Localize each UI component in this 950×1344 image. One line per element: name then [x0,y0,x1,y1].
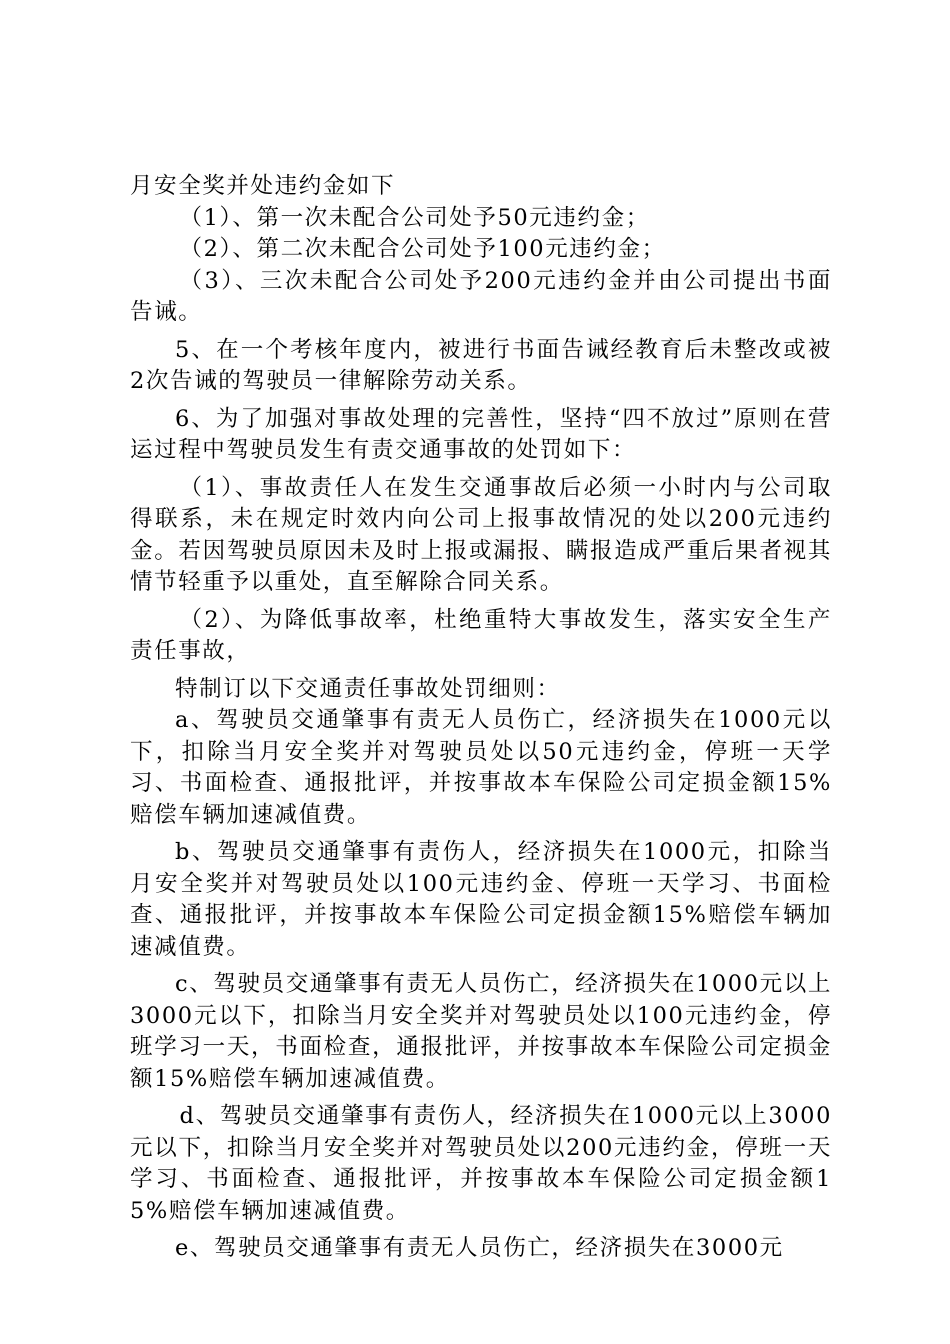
paragraph-rules-intro: 特制订以下交通责任事故处罚细则： [175,675,561,702]
paragraph-rule-d: d、驾驶员交通肇事有责伤人，经济损失在1000元以上3000元以下，扣除当月安全奖并对驾驶员处以200元违约金，停班一天学习、书面检查、通报批评，并按事故本车保险公司定损金额15%赔偿车辆加速减值费。 [130,1103,832,1224]
paragraph-item-2: （2）、第二次未配合公司处予100元违约金； [179,236,666,262]
paragraph-continuation: 月安全奖并处违约金如下 [130,173,396,199]
paragraph-rule-6-2: （2）、为降低事故率，杜绝重特大事故发生，落实安全生产责任事故， [130,606,832,664]
document-body [130,171,832,1265]
paragraph-rule-6: 6、为了加强对事故处理的完善性，坚持“四不放过”原则在营运过程中驾驶员发生有责交通事故的处罚如下： [130,405,832,463]
paragraph-rule-6-1: （1）、事故责任人在发生交通事故后必须一小时内与公司取得联系，未在规定时效内向公司上报事故情况的处以200元违约金。若因驾驶员原因未及时上报或漏报、瞒报造成严重后果者视其情节轻重予以重处，直至解除合同关系。 [130,474,832,595]
paragraph-rule-c: c、驾驶员交通肇事有责无人员伤亡，经济损失在1000元以上3000元以下，扣除当月安全奖并对驾驶员处以100元违约金，停班学习一天，书面检查，通报批评，并按事故本车保险公司定损金额15%赔偿车辆加速减值费。 [130,971,832,1092]
paragraph-rule-a: a、驾驶员交通肇事有责无人员伤亡，经济损失在1000元以下，扣除当月安全奖并对驾驶员处以50元违约金，停班一天学习、书面检查、通报批评，并按事故本车保险公司定损金额15%赔偿车辆加速减值费。 [130,707,832,828]
paragraph-rule-e: e、驾驶员交通肇事有责无人员伤亡，经济损失在3000元 [175,1235,784,1261]
paragraph-item-3: （3）、三次未配合公司处予200元违约金并由公司提出书面告诫。 [130,267,832,325]
paragraph-rule-b: b、驾驶员交通肇事有责伤人，经济损失在1000元，扣除当月安全奖并对驾驶员处以100元违约金、停班一天学习、书面检查、通报批评，并按事故本车保险公司定损金额15%赔偿车辆加速减值费。 [130,839,832,960]
paragraph-item-1: （1）、第一次未配合公司处予50元违约金； [179,204,650,231]
paragraph-rule-5: 5、在一个考核年度内，被进行书面告诫经教育后未整改或被2次告诫的驾驶员一律解除劳动关系。 [130,336,832,394]
